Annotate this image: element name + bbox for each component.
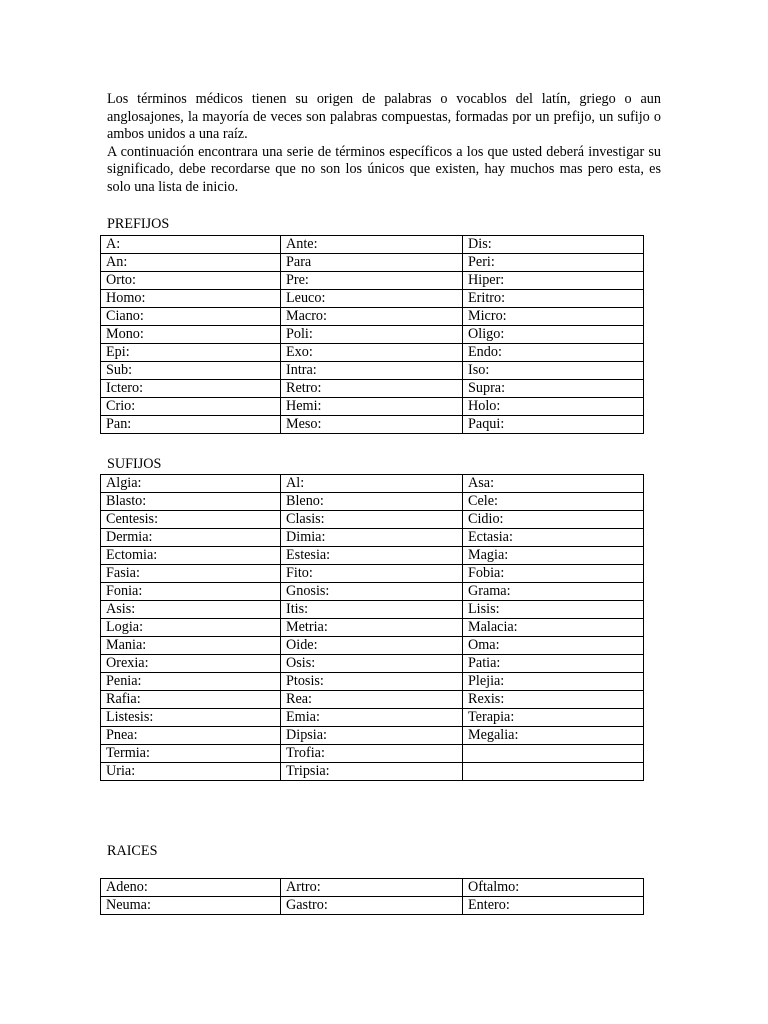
table-row	[101, 344, 644, 362]
term-cell: Cele:	[463, 493, 644, 511]
term-cell: Itis:	[281, 601, 463, 619]
term-cell: Gastro:	[281, 897, 463, 915]
term-cell: Asa:	[463, 475, 644, 493]
term-cell: Endo:	[463, 344, 644, 362]
term-cell: Supra:	[463, 380, 644, 398]
term-cell: Asis:	[101, 601, 281, 619]
term-cell: Listesis:	[101, 709, 281, 727]
term-cell: Terapia:	[463, 709, 644, 727]
intro-text	[107, 91, 661, 197]
term-cell: Artro:	[281, 879, 463, 897]
term-cell: Fasia:	[101, 565, 281, 583]
term-cell: Peri:	[463, 254, 644, 272]
term-cell: Dis:	[463, 236, 644, 254]
term-cell: An:	[101, 254, 281, 272]
term-cell: Tripsia:	[281, 763, 463, 781]
term-cell: Meso:	[281, 416, 463, 434]
table-row	[101, 763, 644, 781]
term-cell: Retro:	[281, 380, 463, 398]
term-cell: Logia:	[101, 619, 281, 637]
term-cell: Ectomia:	[101, 547, 281, 565]
table-row	[101, 398, 644, 416]
table-row	[101, 565, 644, 583]
term-cell: Magia:	[463, 547, 644, 565]
term-cell: Grama:	[463, 583, 644, 601]
term-cell: Orexia:	[101, 655, 281, 673]
term-cell: Dimia:	[281, 529, 463, 547]
table-row	[101, 547, 644, 565]
term-cell: Hemi:	[281, 398, 463, 416]
raices-title: RAICES	[107, 843, 158, 859]
term-cell: Dermia:	[101, 529, 281, 547]
term-cell: Gnosis:	[281, 583, 463, 601]
prefijos-table	[100, 235, 644, 434]
term-cell: Oligo:	[463, 326, 644, 344]
term-cell: Oma:	[463, 637, 644, 655]
term-cell: Megalia:	[463, 727, 644, 745]
term-cell: Uria:	[101, 763, 281, 781]
term-cell: Homo:	[101, 290, 281, 308]
table-row	[101, 493, 644, 511]
term-cell	[463, 763, 644, 781]
table-row	[101, 583, 644, 601]
term-cell: Dipsia:	[281, 727, 463, 745]
table-row	[101, 511, 644, 529]
term-cell: Plejia:	[463, 673, 644, 691]
term-cell: Termia:	[101, 745, 281, 763]
term-cell: Entero:	[463, 897, 644, 915]
term-cell: Pan:	[101, 416, 281, 434]
term-cell: Iso:	[463, 362, 644, 380]
table-row	[101, 897, 644, 915]
term-cell: Penia:	[101, 673, 281, 691]
term-cell: Lisis:	[463, 601, 644, 619]
term-cell: Patia:	[463, 655, 644, 673]
term-cell: Poli:	[281, 326, 463, 344]
term-cell: Ciano:	[101, 308, 281, 326]
table-row	[101, 673, 644, 691]
term-cell: Osis:	[281, 655, 463, 673]
term-cell: Clasis:	[281, 511, 463, 529]
term-cell: Blasto:	[101, 493, 281, 511]
term-cell: Oide:	[281, 637, 463, 655]
term-cell	[463, 745, 644, 763]
term-cell: A:	[101, 236, 281, 254]
term-cell: Orto:	[101, 272, 281, 290]
term-cell: Centesis:	[101, 511, 281, 529]
term-cell: Metria:	[281, 619, 463, 637]
term-cell: Rea:	[281, 691, 463, 709]
table-row	[101, 879, 644, 897]
sufijos-title: SUFIJOS	[107, 456, 162, 472]
term-cell: Rafia:	[101, 691, 281, 709]
term-cell: Hiper:	[463, 272, 644, 290]
term-cell: Macro:	[281, 308, 463, 326]
intro-paragraph: A continuación encontrara una serie de términos específicos a los que usted deberá investigar su significado, debe recordarse que no son los únicos que existen, hay muchos mas pero esta, es solo una lista de inicio.	[107, 143, 661, 195]
table-row	[101, 380, 644, 398]
term-cell: Malacia:	[463, 619, 644, 637]
term-cell: Micro:	[463, 308, 644, 326]
term-cell: Cidio:	[463, 511, 644, 529]
table-row	[101, 290, 644, 308]
table-row	[101, 619, 644, 637]
term-cell: Neuma:	[101, 897, 281, 915]
term-cell: Mania:	[101, 637, 281, 655]
term-cell: Mono:	[101, 326, 281, 344]
term-cell: Crio:	[101, 398, 281, 416]
term-cell: Pre:	[281, 272, 463, 290]
term-cell: Ante:	[281, 236, 463, 254]
term-cell: Fobia:	[463, 565, 644, 583]
term-cell: Epi:	[101, 344, 281, 362]
table-row	[101, 272, 644, 290]
term-cell: Estesia:	[281, 547, 463, 565]
table-row	[101, 745, 644, 763]
sufijos-table	[100, 474, 644, 781]
term-cell: Adeno:	[101, 879, 281, 897]
term-cell: Emia:	[281, 709, 463, 727]
table-row	[101, 601, 644, 619]
table-row	[101, 727, 644, 745]
term-cell: Ectasia:	[463, 529, 644, 547]
table-row	[101, 529, 644, 547]
table-row	[101, 637, 644, 655]
table-row	[101, 416, 644, 434]
term-cell: Leuco:	[281, 290, 463, 308]
term-cell: Rexis:	[463, 691, 644, 709]
term-cell: Ictero:	[101, 380, 281, 398]
term-cell: Exo:	[281, 344, 463, 362]
term-cell: Bleno:	[281, 493, 463, 511]
table-row	[101, 475, 644, 493]
term-cell: Holo:	[463, 398, 644, 416]
table-row	[101, 308, 644, 326]
table-row	[101, 691, 644, 709]
table-row	[101, 655, 644, 673]
table-row	[101, 709, 644, 727]
term-cell: Oftalmo:	[463, 879, 644, 897]
table-row	[101, 362, 644, 380]
table-row	[101, 254, 644, 272]
term-cell: Trofia:	[281, 745, 463, 763]
term-cell: Eritro:	[463, 290, 644, 308]
prefijos-title: PREFIJOS	[107, 216, 170, 232]
term-cell: Pnea:	[101, 727, 281, 745]
raices-table	[100, 878, 644, 915]
term-cell: Algia:	[101, 475, 281, 493]
term-cell: Fito:	[281, 565, 463, 583]
table-row	[101, 326, 644, 344]
term-cell: Para	[281, 254, 463, 272]
term-cell: Paqui:	[463, 416, 644, 434]
term-cell: Sub:	[101, 362, 281, 380]
intro-paragraph: Los términos médicos tienen su origen de palabras o vocablos del latín, griego o aun anglosajones, la mayoría de veces son palabras compuestas, formadas por un prefijo, un sufijo o ambos unidos a una raíz.	[107, 91, 661, 143]
term-cell: Ptosis:	[281, 673, 463, 691]
term-cell: Al:	[281, 475, 463, 493]
term-cell: Fonia:	[101, 583, 281, 601]
term-cell: Intra:	[281, 362, 463, 380]
table-row	[101, 236, 644, 254]
